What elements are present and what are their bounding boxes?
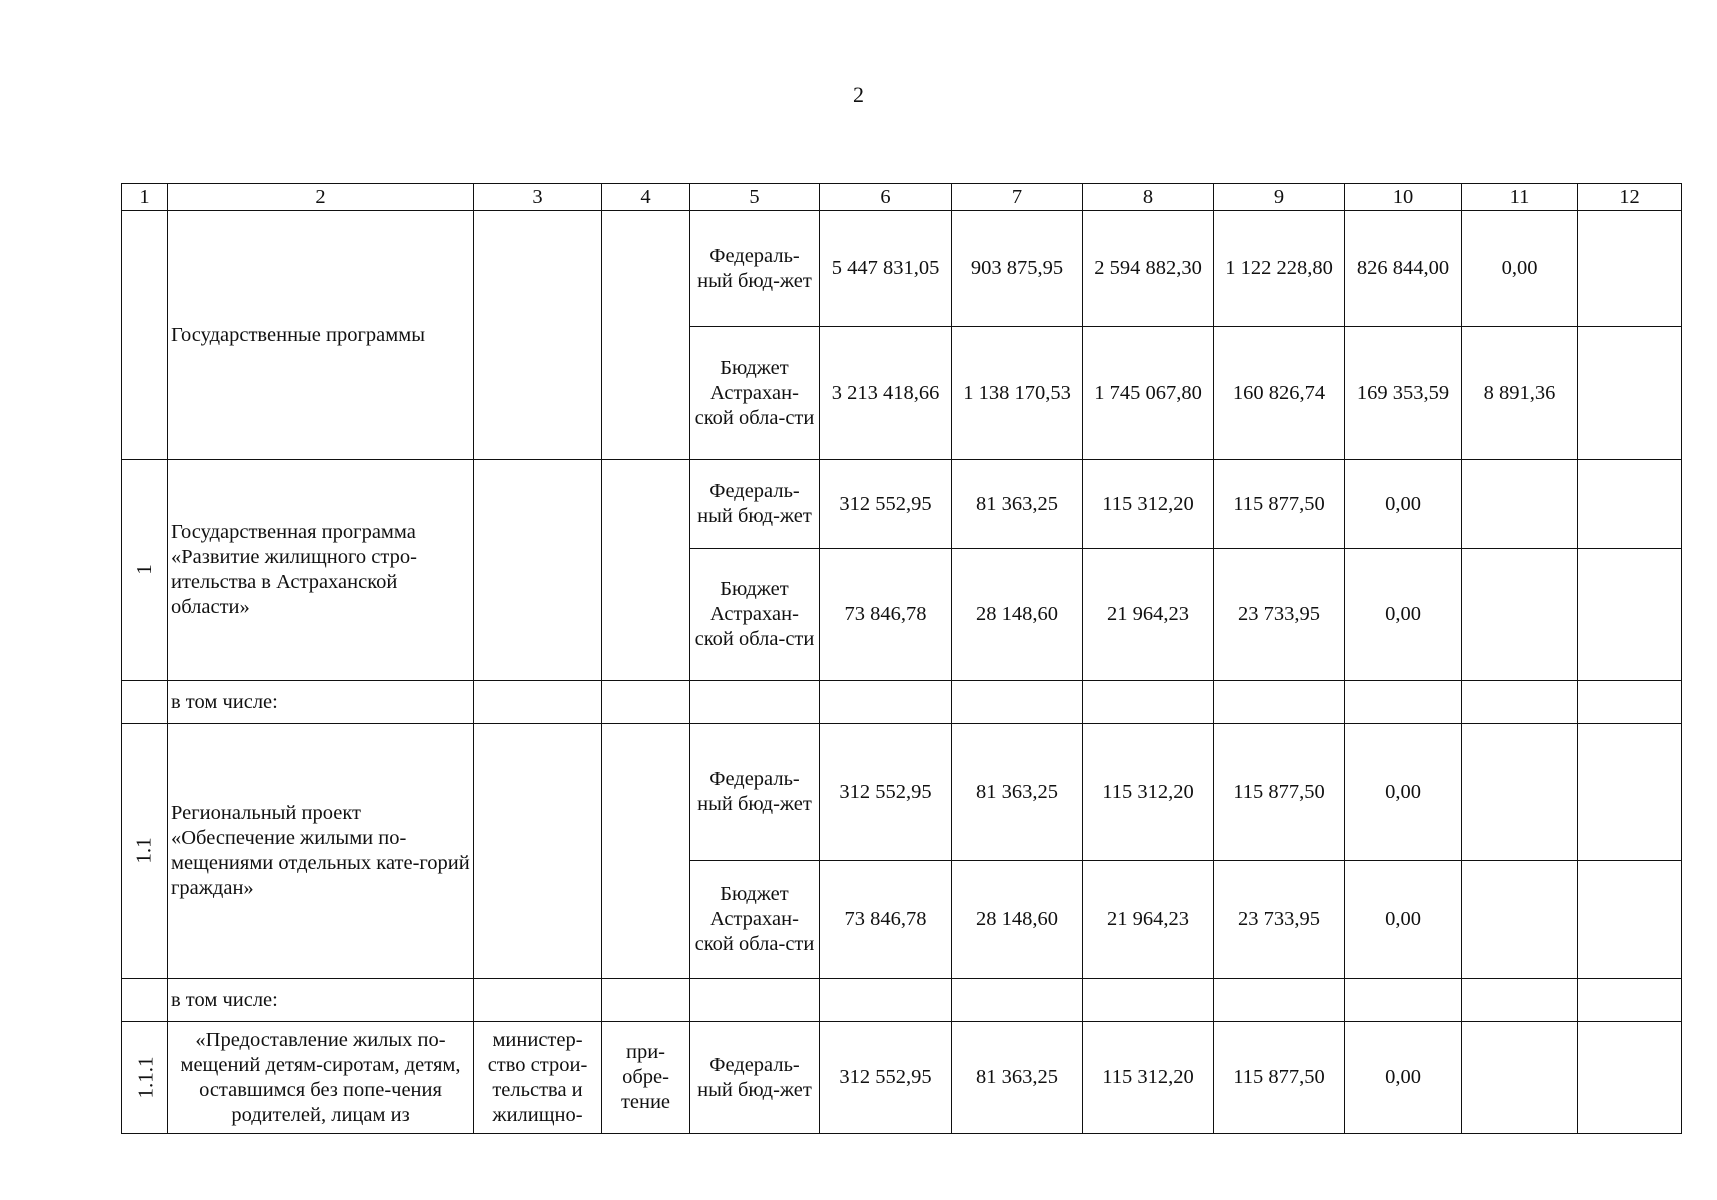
- row-name: Государственная программа «Развитие жилищного стро-ительства в Астраханской области»: [168, 460, 474, 681]
- amount-cell: 21 964,23: [1083, 861, 1214, 979]
- amount-cell: [1578, 549, 1682, 681]
- amount-cell: 73 846,78: [820, 549, 952, 681]
- amount-cell: 28 148,60: [952, 549, 1083, 681]
- amount-cell: 5 447 831,05: [820, 211, 952, 327]
- amount-cell: 160 826,74: [1214, 327, 1345, 460]
- amount-cell: 81 363,25: [952, 724, 1083, 861]
- empty-cell: [952, 979, 1083, 1022]
- amount-cell: 81 363,25: [952, 1022, 1083, 1134]
- executor-cell: [474, 460, 602, 681]
- amount-cell: 312 552,95: [820, 1022, 952, 1134]
- amount-cell: [1462, 1022, 1578, 1134]
- amount-cell: 312 552,95: [820, 460, 952, 549]
- row-name: Государственные программы: [168, 211, 474, 460]
- amount-cell: 0,00: [1462, 211, 1578, 327]
- type-cell: [602, 460, 690, 681]
- empty-cell: [602, 979, 690, 1022]
- empty-cell: [474, 979, 602, 1022]
- subtitle-label: в том числе:: [168, 979, 474, 1022]
- empty-cell: [1345, 979, 1462, 1022]
- table-row-project-federal: [122, 724, 1682, 861]
- amount-cell: 1 138 170,53: [952, 327, 1083, 460]
- table-row-subtitle: [122, 681, 1682, 724]
- table-row-total-federal: [122, 211, 1682, 327]
- amount-cell: 115 877,50: [1214, 724, 1345, 861]
- amount-cell: 21 964,23: [1083, 549, 1214, 681]
- amount-cell: [1462, 460, 1578, 549]
- empty-cell: [820, 681, 952, 724]
- empty-cell: [602, 681, 690, 724]
- column-number: 8: [1083, 184, 1214, 211]
- amount-cell: 8 891,36: [1462, 327, 1578, 460]
- table-row-measure-federal: [122, 1022, 1682, 1134]
- empty-cell: [820, 979, 952, 1022]
- amount-cell: [1578, 1022, 1682, 1134]
- column-number: 3: [474, 184, 602, 211]
- subtitle-label: в том числе:: [168, 681, 474, 724]
- amount-cell: 28 148,60: [952, 861, 1083, 979]
- amount-cell: 0,00: [1345, 460, 1462, 549]
- amount-cell: 23 733,95: [1214, 861, 1345, 979]
- executor-cell: [474, 724, 602, 979]
- table-row-subtitle: [122, 979, 1682, 1022]
- amount-cell: 115 312,20: [1083, 460, 1214, 549]
- empty-cell: [1462, 979, 1578, 1022]
- empty-cell: [1578, 979, 1682, 1022]
- amount-cell: 312 552,95: [820, 724, 952, 861]
- empty-cell: [690, 979, 820, 1022]
- column-number: 9: [1214, 184, 1345, 211]
- budget-table: [121, 183, 1682, 1134]
- amount-cell: [1462, 549, 1578, 681]
- funding-source: Федераль-ный бюд-жет: [690, 1022, 820, 1134]
- column-number: 5: [690, 184, 820, 211]
- funding-source: Федераль-ный бюд-жет: [690, 211, 820, 327]
- row-code-cell: [122, 1022, 168, 1134]
- amount-cell: 3 213 418,66: [820, 327, 952, 460]
- amount-cell: 23 733,95: [1214, 549, 1345, 681]
- executor-cell: [474, 211, 602, 460]
- empty-cell: [122, 681, 168, 724]
- column-number: 11: [1462, 184, 1578, 211]
- empty-cell: [1345, 681, 1462, 724]
- empty-cell: [1578, 681, 1682, 724]
- amount-cell: 0,00: [1345, 1022, 1462, 1134]
- column-number: 1: [122, 184, 168, 211]
- empty-cell: [1083, 979, 1214, 1022]
- row-code-cell: [122, 724, 168, 979]
- empty-cell: [474, 681, 602, 724]
- type-cell: при-обре-тение: [602, 1022, 690, 1134]
- empty-cell: [690, 681, 820, 724]
- row-code-cell: [122, 460, 168, 681]
- funding-source: Бюджет Астрахан-ской обла-сти: [690, 327, 820, 460]
- row-code: 1: [132, 564, 156, 575]
- empty-cell: [952, 681, 1083, 724]
- row-name: Региональный проект «Обеспечение жилыми по-мещениями отдельных кате-горий граждан»: [168, 724, 474, 979]
- amount-cell: 826 844,00: [1345, 211, 1462, 327]
- amount-cell: [1578, 724, 1682, 861]
- empty-cell: [1214, 979, 1345, 1022]
- empty-cell: [1462, 681, 1578, 724]
- amount-cell: 2 594 882,30: [1083, 211, 1214, 327]
- column-number: 2: [168, 184, 474, 211]
- column-number: 7: [952, 184, 1083, 211]
- empty-cell: [122, 979, 168, 1022]
- funding-source: Федераль-ный бюд-жет: [690, 460, 820, 549]
- empty-cell: [1083, 681, 1214, 724]
- column-number: 6: [820, 184, 952, 211]
- amount-cell: 903 875,95: [952, 211, 1083, 327]
- amount-cell: 81 363,25: [952, 460, 1083, 549]
- column-number-row: [122, 184, 1682, 211]
- amount-cell: 169 353,59: [1345, 327, 1462, 460]
- page-number: 2: [853, 82, 864, 107]
- funding-source: Федераль-ный бюд-жет: [690, 724, 820, 861]
- amount-cell: [1462, 724, 1578, 861]
- amount-cell: 0,00: [1345, 549, 1462, 681]
- amount-cell: 1 122 228,80: [1214, 211, 1345, 327]
- funding-source: Бюджет Астрахан-ской обла-сти: [690, 549, 820, 681]
- amount-cell: 115 877,50: [1214, 1022, 1345, 1134]
- empty-cell: [1214, 681, 1345, 724]
- amount-cell: 73 846,78: [820, 861, 952, 979]
- column-number: 4: [602, 184, 690, 211]
- amount-cell: [1462, 861, 1578, 979]
- table-row-program-federal: [122, 460, 1682, 549]
- amount-cell: [1578, 460, 1682, 549]
- amount-cell: 115 312,20: [1083, 724, 1214, 861]
- row-code: 1.1.1: [133, 1056, 158, 1098]
- funding-source: Бюджет Астрахан-ской обла-сти: [690, 861, 820, 979]
- row-code: [122, 211, 168, 460]
- column-number: 10: [1345, 184, 1462, 211]
- amount-cell: [1578, 861, 1682, 979]
- executor-cell: министер-ство строи-тельства и жилищно-: [474, 1022, 602, 1134]
- type-cell: [602, 724, 690, 979]
- row-name: «Предоставление жилых по-мещений детям-сиротам, детям, оставшимся без попе-чения родителей, лицам из: [168, 1022, 474, 1134]
- amount-cell: 0,00: [1345, 724, 1462, 861]
- amount-cell: 115 312,20: [1083, 1022, 1214, 1134]
- amount-cell: 0,00: [1345, 861, 1462, 979]
- amount-cell: 1 745 067,80: [1083, 327, 1214, 460]
- amount-cell: 115 877,50: [1214, 460, 1345, 549]
- column-number: 12: [1578, 184, 1682, 211]
- row-code: 1.1: [132, 837, 156, 864]
- amount-cell: [1578, 327, 1682, 460]
- amount-cell: [1578, 211, 1682, 327]
- type-cell: [602, 211, 690, 460]
